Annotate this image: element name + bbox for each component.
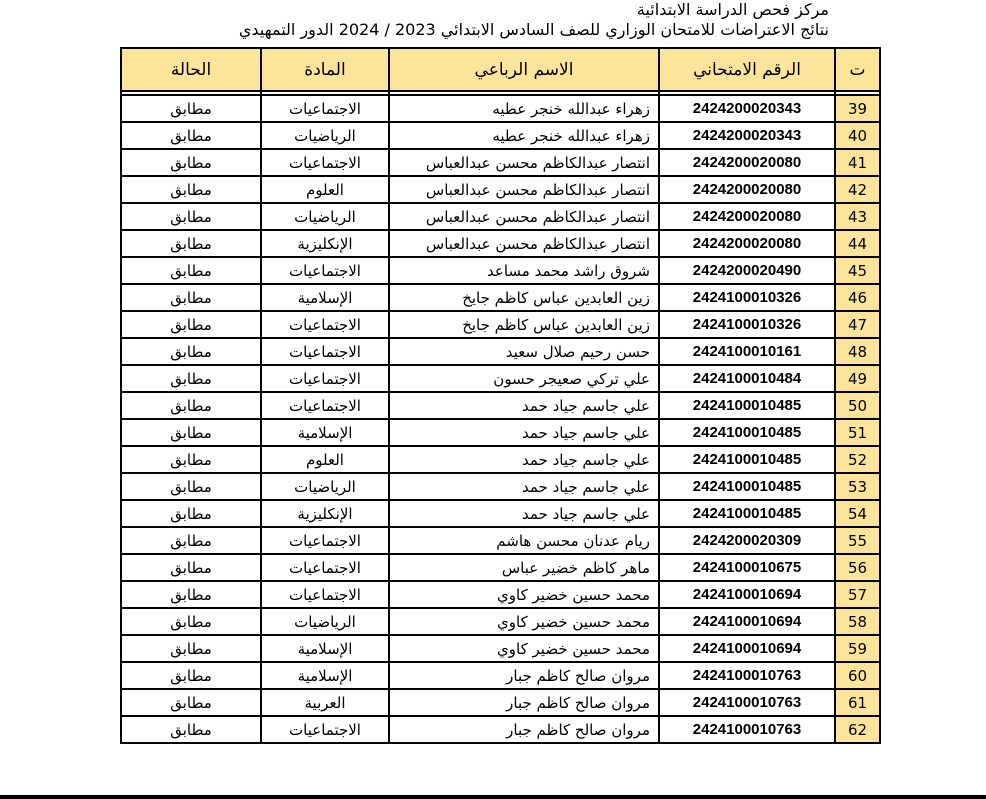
table-row xyxy=(121,446,880,473)
cell-seq: 42 xyxy=(835,176,880,203)
cell-full-name: مروان صالح كاظم جبار xyxy=(389,689,659,716)
results-title: نتائج الاعتراضات للامتحان الوزاري للصف السادس الابتدائي 2023 / 2024 الدور التمهيدي xyxy=(238,20,829,39)
cell-subject: الإنكليزية xyxy=(261,500,389,527)
cell-exam-number: 2424200020490 xyxy=(659,257,835,284)
cell-status: مطابق xyxy=(121,608,261,635)
table-row xyxy=(121,95,880,122)
cell-subject: الاجتماعيات xyxy=(261,554,389,581)
cell-subject: الرياضيات xyxy=(261,473,389,500)
header-exam-number: الرقم الامتحاني xyxy=(659,48,835,91)
cell-full-name: علي جاسم جياد حمد xyxy=(389,473,659,500)
cell-status: مطابق xyxy=(121,689,261,716)
cell-seq: 40 xyxy=(835,122,880,149)
cell-status: مطابق xyxy=(121,149,261,176)
table-row xyxy=(121,554,880,581)
cell-seq: 58 xyxy=(835,608,880,635)
cell-full-name: انتصار عبدالكاظم محسن عبدالعباس xyxy=(389,176,659,203)
cell-subject: الإنكليزية xyxy=(261,230,389,257)
table-row xyxy=(121,500,880,527)
cell-status: مطابق xyxy=(121,446,261,473)
cell-exam-number: 2424100010763 xyxy=(659,662,835,689)
cell-status: مطابق xyxy=(121,95,261,122)
cell-full-name: مروان صالح كاظم جبار xyxy=(389,662,659,689)
cell-full-name: انتصار عبدالكاظم محسن عبدالعباس xyxy=(389,203,659,230)
cell-seq: 43 xyxy=(835,203,880,230)
table-row xyxy=(121,257,880,284)
cell-subject: الاجتماعيات xyxy=(261,392,389,419)
cell-seq: 39 xyxy=(835,95,880,122)
cell-exam-number: 2424100010694 xyxy=(659,635,835,662)
cell-exam-number: 2424100010161 xyxy=(659,338,835,365)
table-row xyxy=(121,608,880,635)
cell-subject: الاجتماعيات xyxy=(261,311,389,338)
cell-exam-number: 2424200020080 xyxy=(659,149,835,176)
cell-exam-number: 2424200020080 xyxy=(659,176,835,203)
cell-exam-number: 2424200020080 xyxy=(659,230,835,257)
table-row xyxy=(121,122,880,149)
cell-subject: الاجتماعيات xyxy=(261,716,389,743)
cell-exam-number: 2424100010484 xyxy=(659,365,835,392)
cell-exam-number: 2424200020343 xyxy=(659,95,835,122)
cell-status: مطابق xyxy=(121,122,261,149)
center-name: مركز فحص الدراسة الابتدائية xyxy=(636,0,829,19)
cell-exam-number: 2424100010485 xyxy=(659,446,835,473)
table-row xyxy=(121,662,880,689)
table-body xyxy=(121,91,880,743)
table-row xyxy=(121,338,880,365)
cell-full-name: علي جاسم جياد حمد xyxy=(389,500,659,527)
header-subject: المادة xyxy=(261,48,389,91)
cell-full-name: شروق راشد محمد مساعد xyxy=(389,257,659,284)
header-status: الحالة xyxy=(121,48,261,91)
cell-seq: 41 xyxy=(835,149,880,176)
cell-status: مطابق xyxy=(121,527,261,554)
cell-subject: العلوم xyxy=(261,446,389,473)
cell-status: مطابق xyxy=(121,554,261,581)
cell-status: مطابق xyxy=(121,338,261,365)
cell-status: مطابق xyxy=(121,203,261,230)
cell-exam-number: 2424200020309 xyxy=(659,527,835,554)
cell-seq: 46 xyxy=(835,284,880,311)
table-row xyxy=(121,284,880,311)
header-seq: ت xyxy=(835,48,880,91)
cell-subject: الاجتماعيات xyxy=(261,338,389,365)
table-row xyxy=(121,635,880,662)
cell-full-name: زهراء عبدالله خنجر عطيه xyxy=(389,122,659,149)
cell-seq: 48 xyxy=(835,338,880,365)
page-bottom-border xyxy=(0,795,986,799)
cell-full-name: علي جاسم جياد حمد xyxy=(389,392,659,419)
cell-seq: 52 xyxy=(835,446,880,473)
cell-status: مطابق xyxy=(121,662,261,689)
cell-subject: العلوم xyxy=(261,176,389,203)
cell-exam-number: 2424100010485 xyxy=(659,419,835,446)
cell-subject: الاجتماعيات xyxy=(261,581,389,608)
cell-subject: الإسلامية xyxy=(261,419,389,446)
table-row xyxy=(121,149,880,176)
cell-status: مطابق xyxy=(121,716,261,743)
cell-exam-number: 2424100010485 xyxy=(659,392,835,419)
cell-status: مطابق xyxy=(121,635,261,662)
cell-seq: 61 xyxy=(835,689,880,716)
cell-exam-number: 2424200020080 xyxy=(659,203,835,230)
table-row xyxy=(121,176,880,203)
cell-full-name: زين العابدين عباس كاظم جايخ xyxy=(389,284,659,311)
cell-full-name: زين العابدين عباس كاظم جايخ xyxy=(389,311,659,338)
cell-status: مطابق xyxy=(121,500,261,527)
cell-exam-number: 2424100010326 xyxy=(659,311,835,338)
table-row xyxy=(121,689,880,716)
cell-full-name: حسن رحيم صلال سعيد xyxy=(389,338,659,365)
cell-full-name: انتصار عبدالكاظم محسن عبدالعباس xyxy=(389,149,659,176)
cell-subject: الرياضيات xyxy=(261,608,389,635)
cell-subject: الاجتماعيات xyxy=(261,149,389,176)
cell-subject: الرياضيات xyxy=(261,203,389,230)
cell-full-name: محمد حسين خضير كاوي xyxy=(389,635,659,662)
cell-subject: الاجتماعيات xyxy=(261,527,389,554)
cell-exam-number: 2424100010694 xyxy=(659,581,835,608)
cell-subject: الإسلامية xyxy=(261,284,389,311)
cell-subject: الاجتماعيات xyxy=(261,257,389,284)
cell-status: مطابق xyxy=(121,284,261,311)
cell-full-name: زهراء عبدالله خنجر عطيه xyxy=(389,95,659,122)
cell-subject: الرياضيات xyxy=(261,122,389,149)
cell-seq: 50 xyxy=(835,392,880,419)
table-row xyxy=(121,419,880,446)
cell-seq: 47 xyxy=(835,311,880,338)
cell-exam-number: 2424200020343 xyxy=(659,122,835,149)
cell-status: مطابق xyxy=(121,311,261,338)
cell-full-name: محمد حسين خضير كاوي xyxy=(389,581,659,608)
cell-status: مطابق xyxy=(121,257,261,284)
cell-subject: العربية xyxy=(261,689,389,716)
document-header xyxy=(239,0,829,40)
table-row xyxy=(121,527,880,554)
cell-full-name: انتصار عبدالكاظم محسن عبدالعباس xyxy=(389,230,659,257)
cell-full-name: ماهر كاظم خضير عباس xyxy=(389,554,659,581)
table-row xyxy=(121,311,880,338)
cell-exam-number: 2424100010485 xyxy=(659,473,835,500)
cell-seq: 59 xyxy=(835,635,880,662)
cell-seq: 51 xyxy=(835,419,880,446)
cell-exam-number: 2424100010485 xyxy=(659,500,835,527)
cell-seq: 62 xyxy=(835,716,880,743)
cell-full-name: محمد حسين خضير كاوي xyxy=(389,608,659,635)
cell-exam-number: 2424100010675 xyxy=(659,554,835,581)
cell-subject: الاجتماعيات xyxy=(261,95,389,122)
header-full-name: الاسم الرباعي xyxy=(389,48,659,91)
cell-status: مطابق xyxy=(121,419,261,446)
table-row xyxy=(121,365,880,392)
cell-seq: 55 xyxy=(835,527,880,554)
cell-subject: الإسلامية xyxy=(261,662,389,689)
cell-seq: 54 xyxy=(835,500,880,527)
cell-subject: الاجتماعيات xyxy=(261,365,389,392)
cell-seq: 56 xyxy=(835,554,880,581)
cell-full-name: علي جاسم جياد حمد xyxy=(389,419,659,446)
table-row xyxy=(121,392,880,419)
cell-exam-number: 2424100010326 xyxy=(659,284,835,311)
table-row xyxy=(121,203,880,230)
cell-seq: 60 xyxy=(835,662,880,689)
table-row xyxy=(121,581,880,608)
cell-status: مطابق xyxy=(121,392,261,419)
cell-subject: الإسلامية xyxy=(261,635,389,662)
results-table xyxy=(120,47,881,744)
cell-seq: 53 xyxy=(835,473,880,500)
cell-seq: 57 xyxy=(835,581,880,608)
cell-seq: 44 xyxy=(835,230,880,257)
cell-full-name: ريام عدنان محسن هاشم xyxy=(389,527,659,554)
table-header-row xyxy=(121,48,880,91)
cell-seq: 45 xyxy=(835,257,880,284)
cell-status: مطابق xyxy=(121,581,261,608)
table-row xyxy=(121,230,880,257)
cell-seq: 49 xyxy=(835,365,880,392)
cell-full-name: علي جاسم جياد حمد xyxy=(389,446,659,473)
table-row xyxy=(121,716,880,743)
table-row xyxy=(121,473,880,500)
cell-status: مطابق xyxy=(121,230,261,257)
cell-full-name: علي تركي صعيجر حسون xyxy=(389,365,659,392)
cell-exam-number: 2424100010694 xyxy=(659,608,835,635)
cell-status: مطابق xyxy=(121,176,261,203)
cell-exam-number: 2424100010763 xyxy=(659,689,835,716)
cell-exam-number: 2424100010763 xyxy=(659,716,835,743)
cell-full-name: مروان صالح كاظم جبار xyxy=(389,716,659,743)
cell-status: مطابق xyxy=(121,473,261,500)
cell-status: مطابق xyxy=(121,365,261,392)
